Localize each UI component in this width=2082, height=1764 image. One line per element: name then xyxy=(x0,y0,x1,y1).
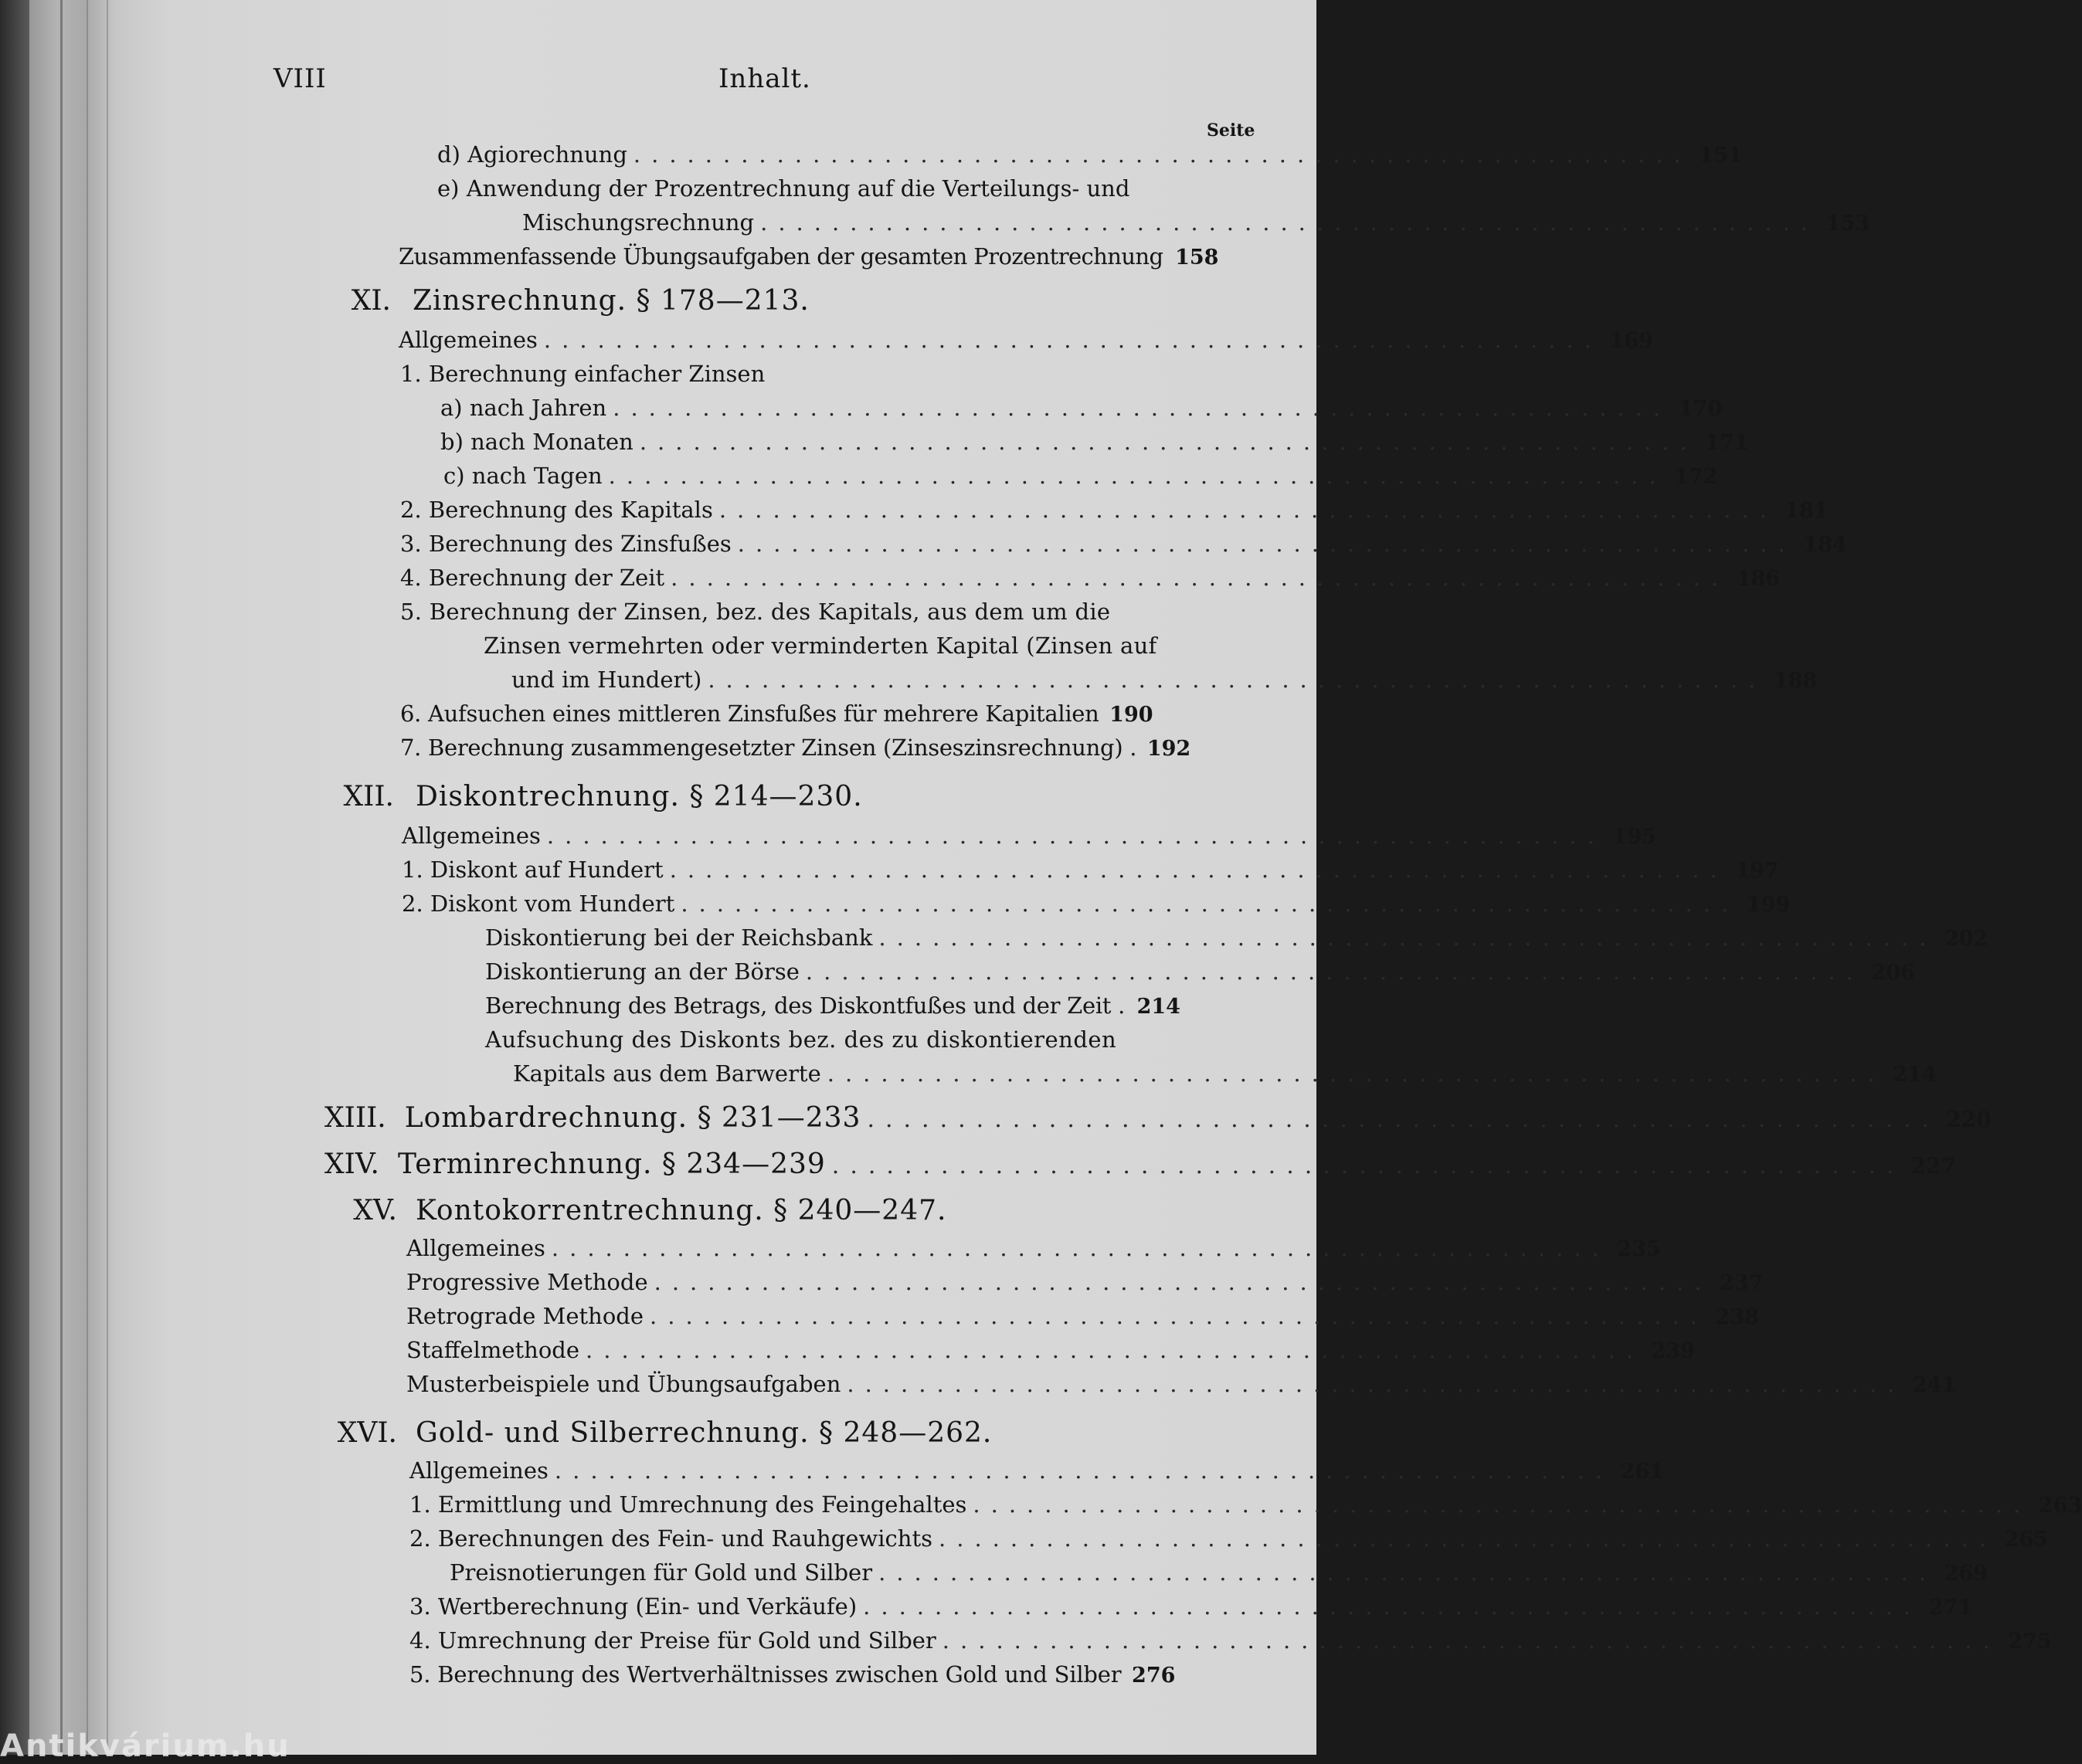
toc-entry-text: a) nach Jahren xyxy=(440,395,607,421)
chapter-title: Diskontrechnung. § 214—230. xyxy=(416,781,863,812)
toc-entry-text: und im Hundert) xyxy=(511,667,702,693)
toc-entry-page: 190 xyxy=(1109,703,1153,727)
toc-entry-page: 181 xyxy=(1785,499,1829,523)
toc-entry xyxy=(437,137,1743,171)
toc-entry xyxy=(400,561,1781,595)
leader-dots: ........................................................... xyxy=(831,1152,1905,1179)
toc-entry-text: 1. Diskont auf Hundert xyxy=(402,857,664,883)
leader-dots: ........................................................... xyxy=(639,429,1698,455)
toc-entry-text: Mischungsrechnung xyxy=(522,209,755,236)
toc-entry xyxy=(409,1454,1664,1488)
toc-entry-page: 265 xyxy=(2004,1528,2048,1552)
leader-dots: ........................................................... xyxy=(543,327,1602,353)
toc-entry-text: 6. Aufsuchen eines mittleren Zinsfußes für mehrere Kapitalien xyxy=(400,701,1099,727)
toc-entry-page: 275 xyxy=(2008,1630,2052,1654)
toc-entry-text: Aufsuchung des Diskonts bez. des zu diskontierenden xyxy=(485,1026,1117,1053)
toc-entry xyxy=(400,527,1847,561)
leader-dots: ........................................................... xyxy=(718,497,1778,523)
toc-entry xyxy=(437,171,1253,205)
leader-dots: ........................................................... xyxy=(669,857,1728,883)
toc-entry-text: b) nach Monaten xyxy=(440,429,633,455)
toc-entry xyxy=(400,697,1253,731)
toc-entry-page: 151 xyxy=(1699,144,1743,168)
toc-entry-text: c) nach Tagen xyxy=(443,463,603,489)
toc-entry-page: 271 xyxy=(1928,1596,1973,1620)
toc-entry-text: 3. Wertberechnung (Ein- und Verkäufe) xyxy=(409,1593,858,1620)
leader-dots: ........................................................... xyxy=(847,1371,1906,1397)
toc-entry-page: 153 xyxy=(1826,212,1870,236)
chapter-heading xyxy=(324,1191,1259,1231)
watermark-text: Antikvárium.hu xyxy=(0,1728,290,1764)
toc-entry-text: Staffelmethode xyxy=(406,1337,580,1363)
toc-entry xyxy=(406,1333,1695,1367)
toc-entry xyxy=(402,853,1779,887)
toc-entry xyxy=(443,459,1718,493)
toc-entry xyxy=(409,1623,2052,1657)
leader-dots: ........................................................... xyxy=(671,565,1730,591)
toc-entry-text: 4. Umrechnung der Preise für Gold und Silber xyxy=(409,1627,936,1654)
toc-entry-text: 1. Ermittlung und Umrechnung des Feingehaltes xyxy=(409,1491,967,1518)
leader-dots: ........................................................... xyxy=(613,395,1672,421)
toc-entry-text: 1. Berechnung einfacher Zinsen xyxy=(400,361,766,387)
toc-entry xyxy=(485,1023,1253,1057)
leader-dots: ........................................................... xyxy=(878,1559,1937,1586)
toc-entry-page: 202 xyxy=(1944,927,1989,951)
leader-dots: ........................................................... xyxy=(973,1491,2032,1518)
toc-entry xyxy=(400,595,1253,629)
toc-entry-page: 237 xyxy=(1720,1271,1764,1295)
leader-dots: ........................................................... xyxy=(633,141,1692,168)
toc-entry-text: Zinsen vermehrten oder verminderten Kapital (Zinsen auf xyxy=(484,633,1157,659)
toc-entry-page: 276 xyxy=(1132,1664,1176,1688)
toc-entry-page: 206 xyxy=(1871,961,1915,985)
leader-dots: ........................................................... xyxy=(608,463,1667,489)
toc-entry-text: 4. Berechnung der Zeit xyxy=(400,565,665,591)
page-title: Inhalt. xyxy=(718,63,811,94)
toc-entry-text: Allgemeines xyxy=(409,1457,549,1484)
leader-dots: ........................................................... xyxy=(863,1593,1922,1620)
leader-dots: ........................................................... xyxy=(942,1627,2001,1654)
leader-dots: ........................................................... xyxy=(586,1337,1644,1363)
chapter-number: XIV. xyxy=(324,1148,379,1180)
chapter-heading xyxy=(332,281,1253,321)
leader-dots: ........................................................... xyxy=(551,1235,1610,1261)
toc-entry xyxy=(400,493,1829,527)
leader-dots: ........................................................... xyxy=(650,1303,1708,1329)
toc-entry-page: 214 xyxy=(1893,1063,1937,1087)
toc-entry-page: 239 xyxy=(1651,1339,1695,1363)
toc-entry-page: 195 xyxy=(1612,825,1656,849)
toc-entry-text: 2. Berechnungen des Fein- und Rauhgewichts xyxy=(409,1525,933,1552)
chapter-page: 220 xyxy=(1946,1107,1992,1132)
leader-dots: ........................................................... xyxy=(708,667,1767,693)
leader-dots: ........................................................... xyxy=(939,1525,1997,1552)
toc-entry-text: 3. Berechnung des Zinsfußes xyxy=(400,531,732,557)
leader-dots: ........................................................... xyxy=(867,1106,1941,1133)
toc-entry xyxy=(440,425,1749,459)
toc-entry-page: 186 xyxy=(1736,567,1781,591)
toc-entry-text: Retrograde Methode xyxy=(406,1303,644,1329)
chapter-heading xyxy=(324,1413,1259,1454)
toc-entry-text: Progressive Methode xyxy=(406,1269,648,1295)
toc-entry-text: 2. Berechnung des Kapitals xyxy=(400,497,713,523)
toc-entry-text: Preisnotierungen für Gold und Silber xyxy=(450,1559,873,1586)
toc-entry xyxy=(399,323,1653,357)
toc-entry-text: 2. Diskont vom Hundert xyxy=(402,890,675,917)
toc-entry-page: 241 xyxy=(1912,1373,1957,1397)
toc-entry-text: 5. Berechnung des Wertverhältnisses zwischen Gold und Silber xyxy=(409,1661,1122,1688)
toc-entry-page: 238 xyxy=(1715,1305,1759,1329)
toc-entry-text: Zusammenfassende Übungsaufgaben der gesamten Prozentrechnung xyxy=(399,243,1163,270)
chapter-number: XI. xyxy=(351,285,391,317)
leader-dots: ........................................................... xyxy=(805,958,1864,985)
toc-entry-page: 192 xyxy=(1146,737,1191,761)
toc-entry xyxy=(485,989,1253,1023)
toc-entry xyxy=(485,921,1989,955)
toc-entry-page: 158 xyxy=(1175,246,1219,270)
toc-entry xyxy=(406,1299,1759,1333)
toc-entry-page: 214 xyxy=(1136,995,1180,1019)
toc-entry-page: 199 xyxy=(1746,893,1791,917)
toc-entry xyxy=(485,955,1915,989)
toc-entry xyxy=(399,239,1253,273)
toc-entry xyxy=(406,1367,1957,1401)
toc-entry-text: d) Agiorechnung xyxy=(437,141,627,168)
chapter-heading xyxy=(332,777,1253,817)
toc-entry-page: 170 xyxy=(1678,397,1723,421)
leader-dots: ........................................................... xyxy=(737,531,1796,557)
toc-entry xyxy=(409,1657,1259,1691)
leader-dots: ........................................................... xyxy=(546,823,1605,849)
leader-dots: ........................................................... xyxy=(681,890,1740,917)
toc-entry-text: Musterbeispiele und Übungsaufgaben xyxy=(406,1371,841,1397)
toc-entry-page: 269 xyxy=(1944,1562,1988,1586)
chapter-title: Terminrechnung. § 234—239 xyxy=(398,1148,826,1180)
toc-entry-page: 184 xyxy=(1803,533,1847,557)
leader-dots: ........................................................... xyxy=(760,209,1819,236)
toc-entry-page: 171 xyxy=(1705,431,1749,455)
toc-entry-text: Kapitals aus dem Barwerte xyxy=(513,1060,821,1087)
leader-dots: ........................................................... xyxy=(827,1060,1886,1087)
chapter-title: Lombardrechnung. § 231—233 xyxy=(404,1102,861,1134)
toc-entry xyxy=(450,1555,1988,1589)
page-number-roman: VIII xyxy=(273,63,327,94)
chapter-page: 227 xyxy=(1910,1153,1956,1179)
toc-entry-page: 197 xyxy=(1735,859,1779,883)
toc-entry xyxy=(406,1265,1764,1299)
toc-entry-page: 169 xyxy=(1609,329,1653,353)
chapter-number: XVI. xyxy=(337,1417,397,1449)
toc-entry xyxy=(400,731,1253,765)
chapter-title: Gold- und Silberrechnung. § 248—262. xyxy=(416,1417,993,1449)
toc-entry-text: Allgemeines xyxy=(402,823,541,849)
toc-entry xyxy=(513,1057,1937,1091)
chapter-number: XIII. xyxy=(324,1102,386,1134)
toc-entry-page: 188 xyxy=(1773,669,1818,693)
chapter-number: XII. xyxy=(343,781,394,812)
toc-entry xyxy=(409,1521,2048,1555)
toc-entry xyxy=(400,357,1253,391)
toc-entry-page: 235 xyxy=(1617,1237,1661,1261)
leader-dots: ........................................................... xyxy=(654,1269,1713,1295)
chapter-title: Zinsrechnung. § 178—213. xyxy=(413,285,810,317)
toc-entry xyxy=(522,205,1870,239)
toc-entry-text: Berechnung des Betrags, des Diskontfußes und der Zeit . xyxy=(485,992,1125,1019)
toc-entry-text: 7. Berechnung zusammengesetzter Zinsen (Zinseszinsrechnung) . xyxy=(400,734,1137,761)
toc-entry-text: Diskontierung an der Börse xyxy=(485,958,800,985)
toc-entry-text: e) Anwendung der Prozentrechnung auf die Verteilungs- und xyxy=(437,175,1130,202)
chapter-heading xyxy=(324,1145,1956,1185)
toc-entry xyxy=(406,1231,1661,1265)
toc-entry-page: 261 xyxy=(1620,1460,1664,1484)
toc-entry-text: 5. Berechnung der Zinsen, bez. des Kapitals, aus dem um die xyxy=(400,599,1111,625)
toc-entry-text: Allgemeines xyxy=(399,327,538,353)
toc-entry xyxy=(402,887,1791,921)
toc-entry xyxy=(402,819,1656,853)
toc-entry xyxy=(409,1589,1973,1623)
toc-entry-text: Allgemeines xyxy=(406,1235,545,1261)
chapter-number: XV. xyxy=(353,1195,397,1226)
leader-dots: ........................................................... xyxy=(878,924,1938,951)
toc-entry-text: Diskontierung bei der Reichsbank xyxy=(485,924,873,951)
toc-entry xyxy=(511,663,1818,697)
leader-dots: ........................................................... xyxy=(554,1457,1613,1484)
toc-entry xyxy=(484,629,1253,663)
toc-entry xyxy=(409,1488,2082,1521)
seite-column-label: Seite xyxy=(1207,120,1255,141)
toc-entry xyxy=(440,391,1723,425)
toc-entry-page: 263 xyxy=(2038,1494,2082,1518)
chapter-heading xyxy=(324,1098,1992,1138)
toc-entry-page: 172 xyxy=(1674,465,1718,489)
chapter-title: Kontokorrentrechnung. § 240—247. xyxy=(416,1195,947,1226)
